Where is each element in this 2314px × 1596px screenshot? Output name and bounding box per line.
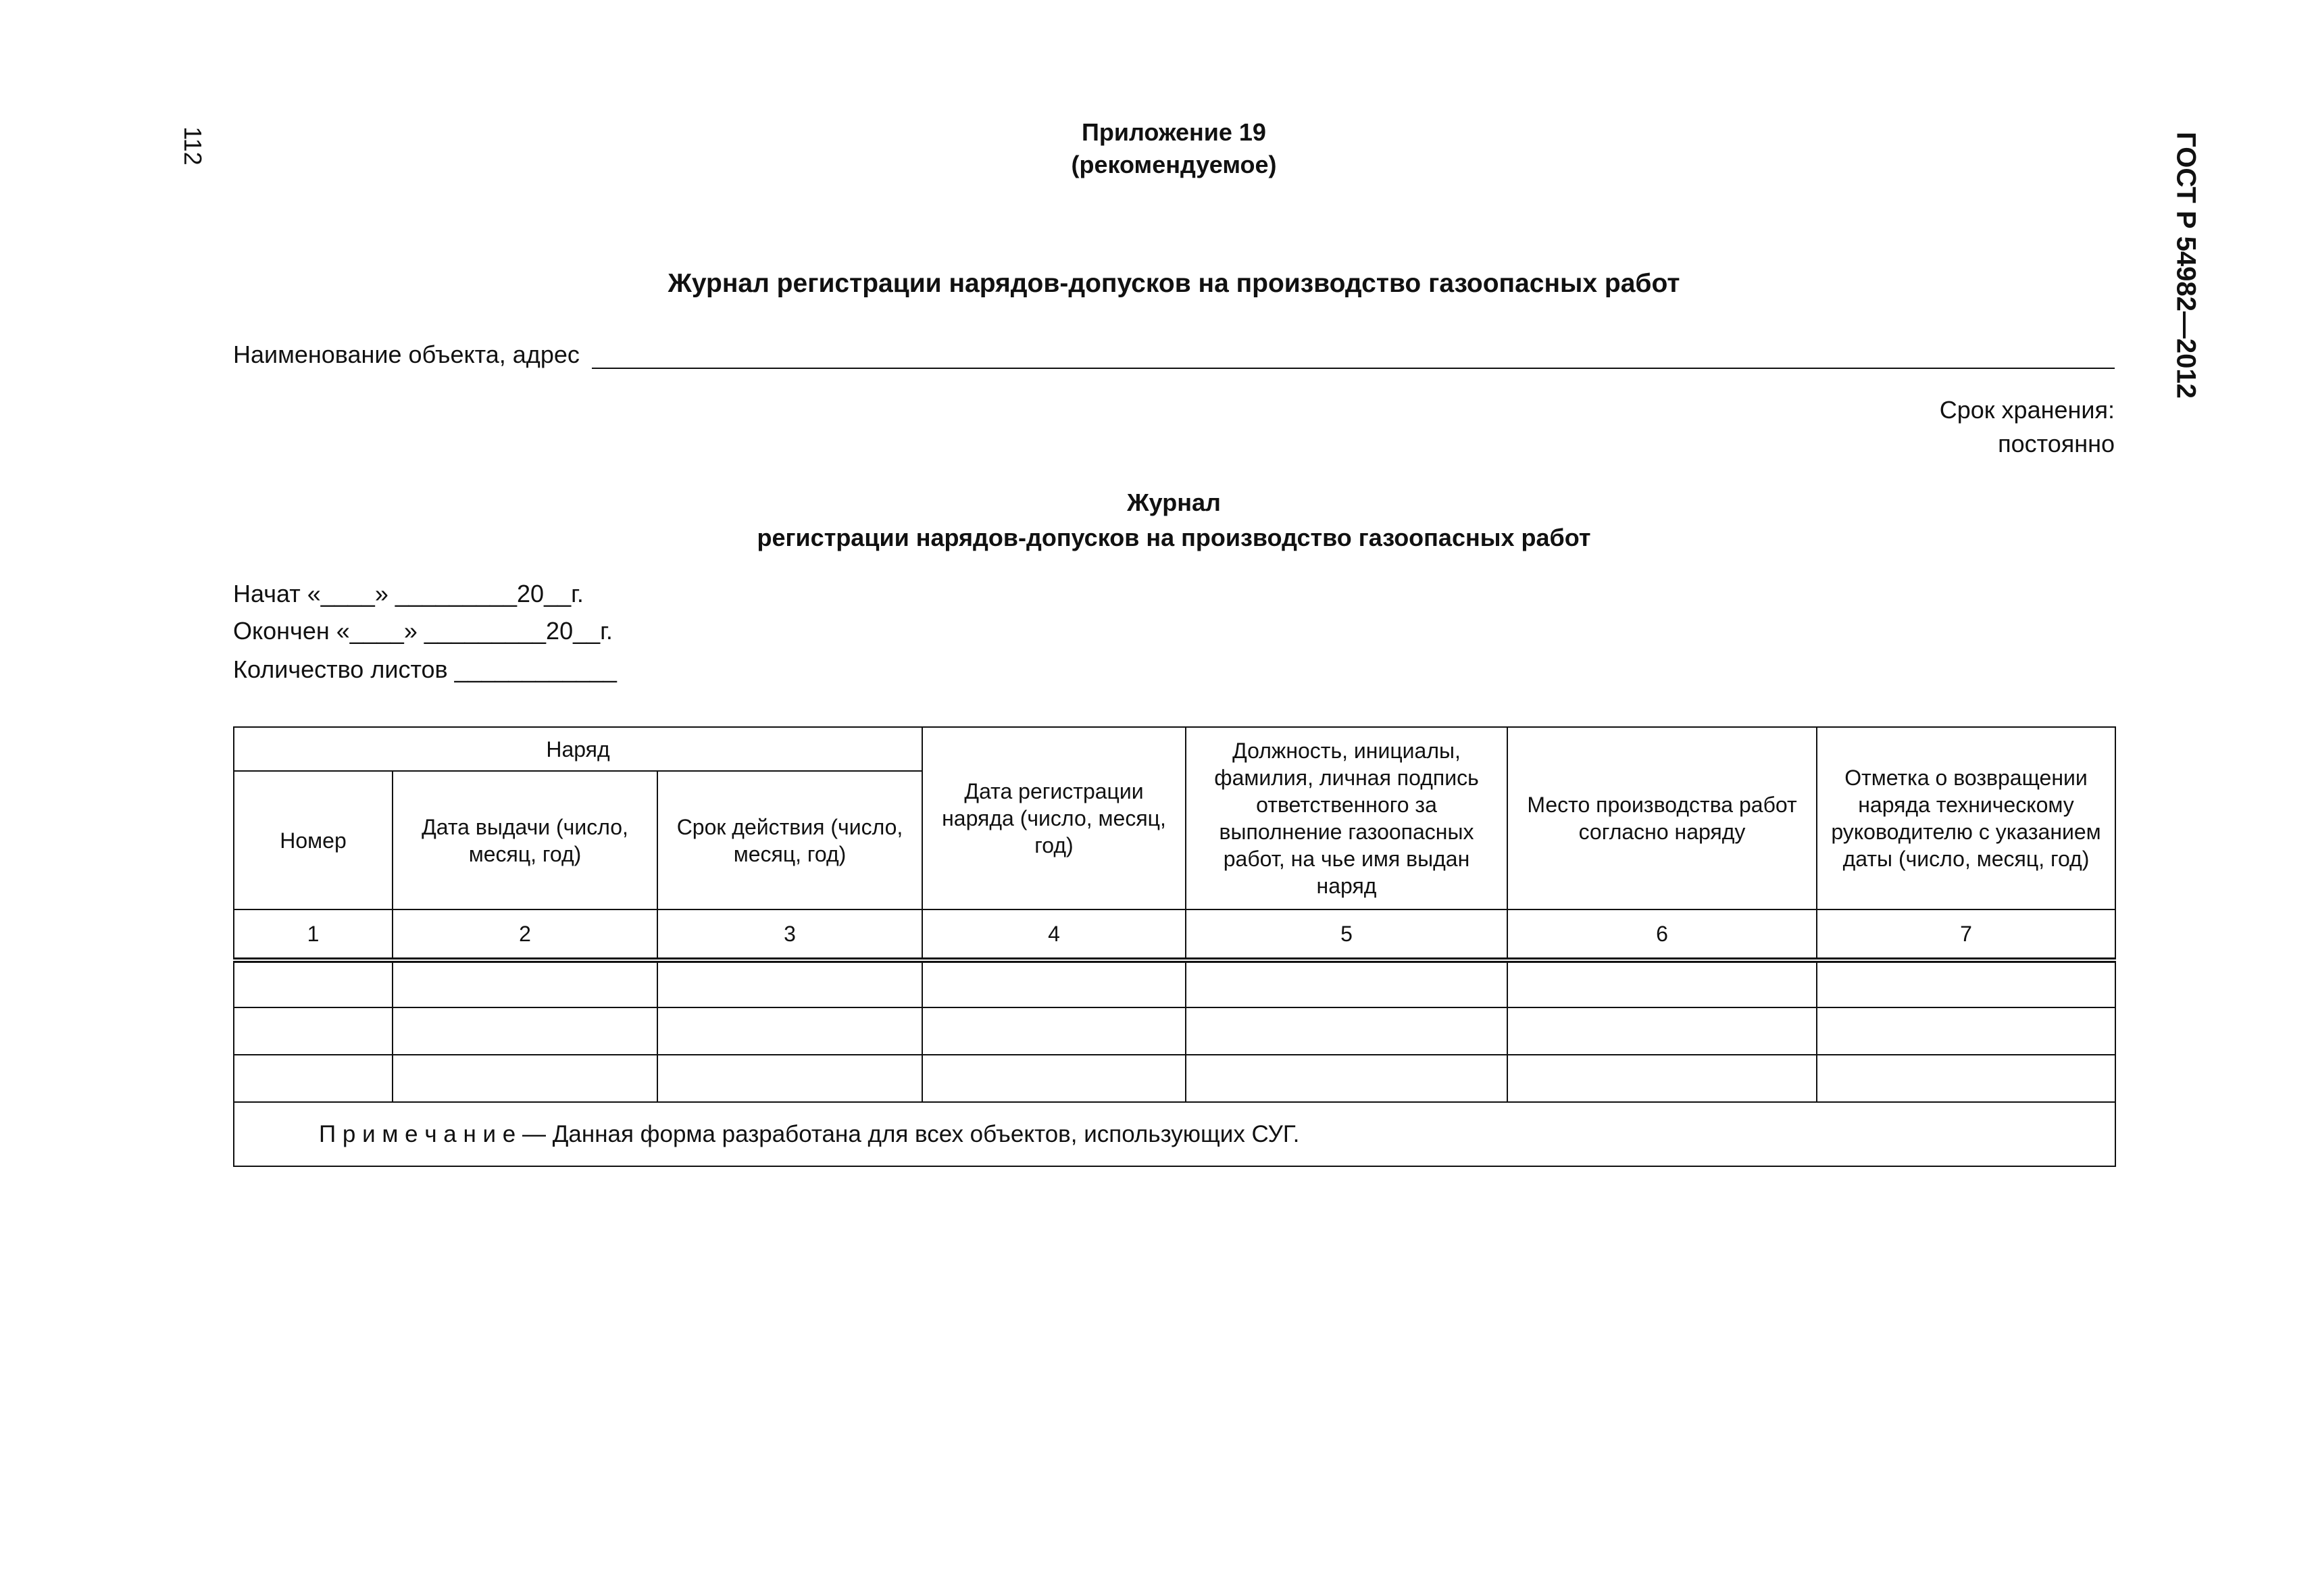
table-cell[interactable] (922, 1007, 1186, 1055)
appendix-status: (рекомендуемое) (1071, 151, 1277, 178)
object-name-line (233, 335, 2115, 369)
column-number: 1 (234, 909, 393, 960)
header-order-group: Наряд (234, 727, 922, 771)
table-cell[interactable] (393, 1055, 657, 1102)
started-date-line[interactable]: Начат «____» _________20__г. (233, 580, 584, 607)
object-name-field[interactable] (592, 345, 2115, 369)
table-cell[interactable] (234, 1007, 393, 1055)
main-title: Журнал регистрации нарядов-допусков на производство газоопасных работ (668, 269, 1680, 298)
table-cell[interactable] (1186, 1007, 1507, 1055)
header-responsible-person: Должность, инициалы, фамилия, личная подпись ответственного за выполнение газоопасных работ, на чье имя выдан наряд (1186, 727, 1507, 909)
appendix-number: Приложение 19 (1082, 118, 1266, 146)
header-registration-date: Дата регистрации наряда (число, месяц, год) (922, 727, 1186, 909)
table-cell[interactable] (1186, 960, 1507, 1007)
table-cell[interactable] (657, 960, 922, 1007)
journal-subtitle: регистрации нарядов-допусков на производство газоопасных работ (757, 524, 1591, 551)
journal-table (233, 726, 2116, 1167)
table-cell[interactable] (1817, 1055, 2115, 1102)
header-work-location: Место производства работ согласно наряду (1507, 727, 1817, 909)
table-cell[interactable] (1507, 960, 1817, 1007)
column-number: 3 (657, 909, 922, 960)
table-note: П р и м е ч а н и е — Данная форма разработана для всех объектов, использующих СУГ. (234, 1102, 2115, 1166)
table-cell[interactable] (393, 960, 657, 1007)
storage-value: постоянно (1998, 430, 2115, 457)
header-number: Номер (234, 771, 393, 909)
column-number: 6 (1507, 909, 1817, 960)
finished-date-line[interactable]: Окончен «____» _________20__г. (233, 617, 613, 645)
object-label: Наименование объекта, адрес (233, 341, 580, 368)
column-number: 7 (1817, 909, 2115, 960)
sheet-count-line[interactable]: Количество листов ____________ (233, 655, 617, 683)
table-row (234, 960, 2115, 1007)
page-number: 112 (179, 126, 207, 166)
table-cell[interactable] (1507, 1055, 1817, 1102)
header-issue-date: Дата выдачи (число, месяц, год) (393, 771, 657, 909)
appendix-heading (233, 116, 2115, 181)
header-validity-period: Срок действия (число, месяц, год) (657, 771, 922, 909)
table-cell[interactable] (922, 960, 1186, 1007)
header-return-mark: Отметка о возвращении наряда техническому руководителю с указанием даты (число, месяц, год) (1817, 727, 2115, 909)
storage-label: Срок хранения: (1939, 396, 2115, 424)
column-number: 2 (393, 909, 657, 960)
table-cell[interactable] (1817, 960, 2115, 1007)
table-cell[interactable] (1507, 1007, 1817, 1055)
table-header-row (234, 727, 2115, 771)
table-cell[interactable] (657, 1055, 922, 1102)
table-cell[interactable] (393, 1007, 657, 1055)
table-row (234, 1055, 2115, 1102)
table-row (234, 1007, 2115, 1055)
table-cell[interactable] (1186, 1055, 1507, 1102)
table-cell[interactable] (922, 1055, 1186, 1102)
gost-code: ГОСТ Р 54982—2012 (2171, 132, 2201, 399)
table-cell[interactable] (1817, 1007, 2115, 1055)
table-cell[interactable] (234, 960, 393, 1007)
note-row (234, 1102, 2115, 1166)
journal-title: Журнал (1127, 489, 1221, 516)
table-cell[interactable] (657, 1007, 922, 1055)
journal-heading (233, 485, 2115, 555)
storage-period (1940, 393, 2115, 461)
column-number: 4 (922, 909, 1186, 960)
table-cell[interactable] (234, 1055, 393, 1102)
column-numbers-row (234, 909, 2115, 960)
column-number: 5 (1186, 909, 1507, 960)
